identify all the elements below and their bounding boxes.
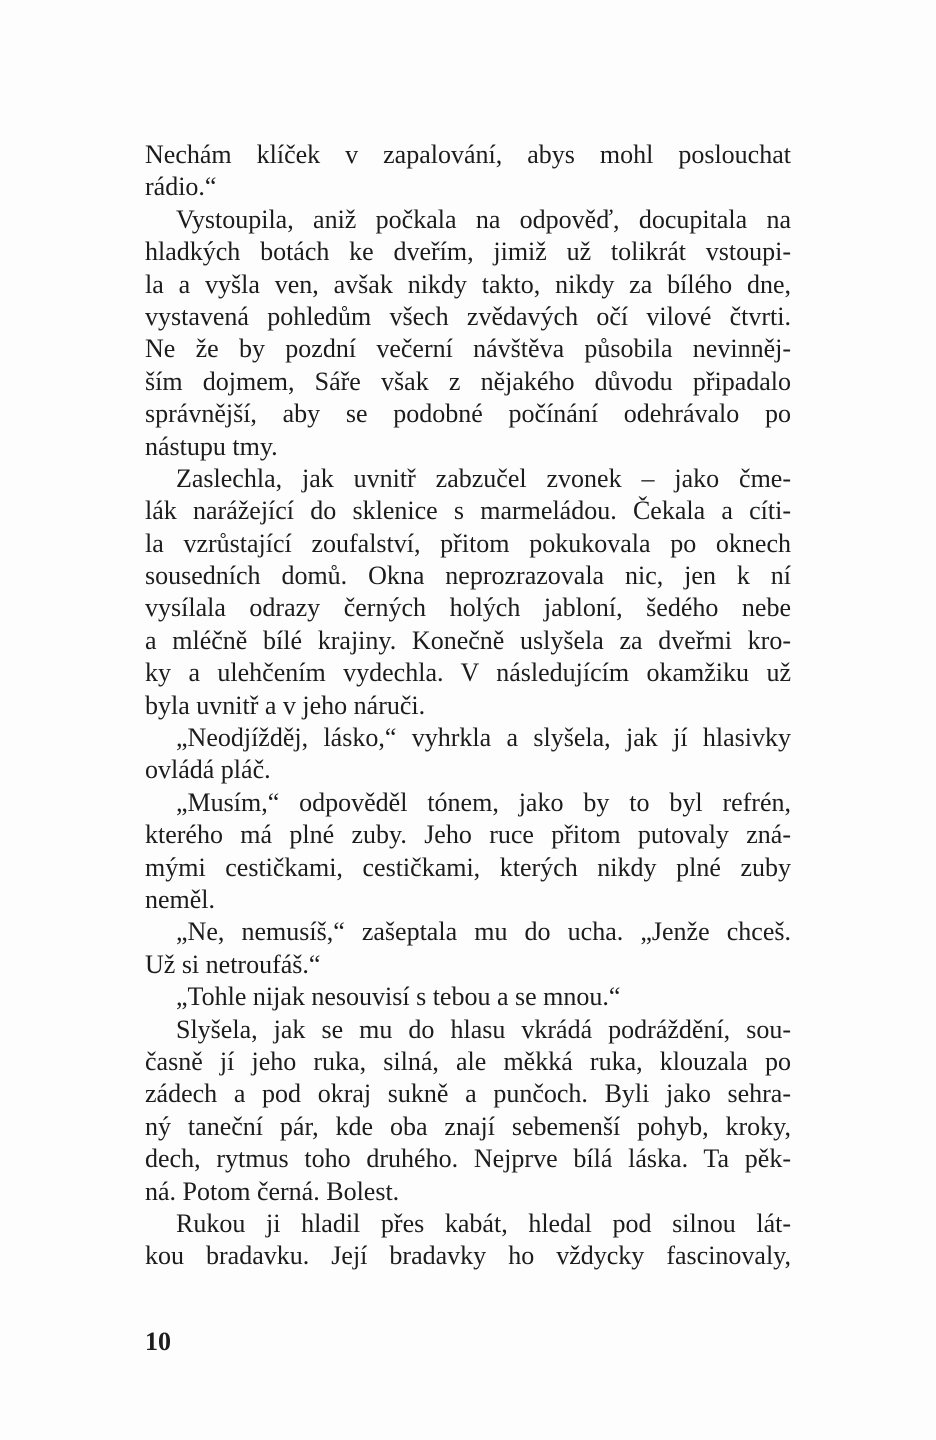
- text-line: kterého má plné zuby. Jeho ruce přitom putovaly zná-: [145, 820, 791, 850]
- text-line: byla uvnitř a v jeho náruči.: [145, 690, 426, 720]
- text-line: ovládá pláč.: [145, 755, 271, 785]
- text-line: časně jí jeho ruka, silná, ale měkká ruka, klouzala po: [145, 1046, 791, 1076]
- text-line: ný taneční pár, kde oba znají sebemenší pohyb, kroky,: [145, 1111, 791, 1141]
- text-line: a mléčně bílé krajiny. Konečně uslyšela za dveřmi kro-: [145, 625, 791, 655]
- text-line: dech, rytmus toho druhého. Nejprve bílá láska. Ta pěk-: [145, 1144, 791, 1174]
- text-line: nástupu tmy.: [145, 431, 278, 461]
- text-line: správnější, aby se podobné počínání odehrávalo po: [145, 399, 791, 429]
- text-line: Rukou ji hladil přes kabát, hledal pod silnou lát-: [176, 1208, 791, 1238]
- text-line: vysílala odrazy černých holých jabloní, šedého nebe: [145, 593, 791, 623]
- text-line: „Musím,“ odpověděl tónem, jako by to byl refrén,: [176, 787, 791, 817]
- text-line: rádio.“: [145, 172, 217, 202]
- text-line: ná. Potom černá. Bolest.: [145, 1176, 400, 1206]
- text-line: kou bradavku. Její bradavky ho vždycky fascinovaly,: [145, 1241, 791, 1271]
- text-line: vystavená pohledům všech zvědavých očí vilové čtvrti.: [145, 301, 791, 331]
- text-line: hladkých botách ke dveřím, jimiž už tolikrát vstoupi-: [145, 237, 791, 267]
- text-line: neměl.: [145, 884, 216, 914]
- text-line: ším dojmem, Sáře však z nějakého důvodu připadalo: [145, 366, 791, 396]
- text-line: Slyšela, jak se mu do hlasu vkrádá podráždění, sou-: [176, 1014, 791, 1044]
- text-line: „Neodjížděj, lásko,“ vyhrkla a slyšela, jak jí hlasivky: [176, 723, 791, 753]
- text-line: la a vyšla ven, avšak nikdy takto, nikdy za bílého dne,: [145, 269, 791, 299]
- text-line: „Ne, nemusíš,“ zašeptala mu do ucha. „Jenže chceš.: [176, 917, 791, 947]
- text-line: Ne že by pozdní večerní návštěva působila nevinněj-: [145, 334, 791, 364]
- text-line: lák narážející do sklenice s marmeládou. Čekala a cíti-: [145, 496, 791, 526]
- text-line: Zaslechla, jak uvnitř zabzučel zvonek – jako čme-: [176, 463, 791, 493]
- text-line: Vystoupila, aniž počkala na odpověď, docupitala na: [176, 204, 791, 234]
- text-line: sousedních domů. Okna neprozrazovala nic, jen k ní: [145, 561, 791, 591]
- page-number: 10: [145, 1327, 171, 1356]
- text-line: Nechám klíček v zapalování, abys mohl poslouchat: [145, 140, 791, 169]
- text-line: „Tohle nijak nesouvisí s tebou a se mnou.“: [176, 982, 621, 1012]
- text-line: la vzrůstající zoufalství, přitom pokukovala po oknech: [145, 528, 791, 558]
- text-line: mými cestičkami, cestičkami, kterých nikdy plné zuby: [145, 852, 791, 882]
- text-line: Už si netroufáš.“: [145, 949, 321, 979]
- text-line: ky a ulehčením vydechla. V následujícím okamžiku už: [145, 658, 791, 688]
- text-line: zádech a pod okraj sukně a punčoch. Byli jako sehra-: [145, 1079, 791, 1109]
- body-text: [145, 139, 791, 1273]
